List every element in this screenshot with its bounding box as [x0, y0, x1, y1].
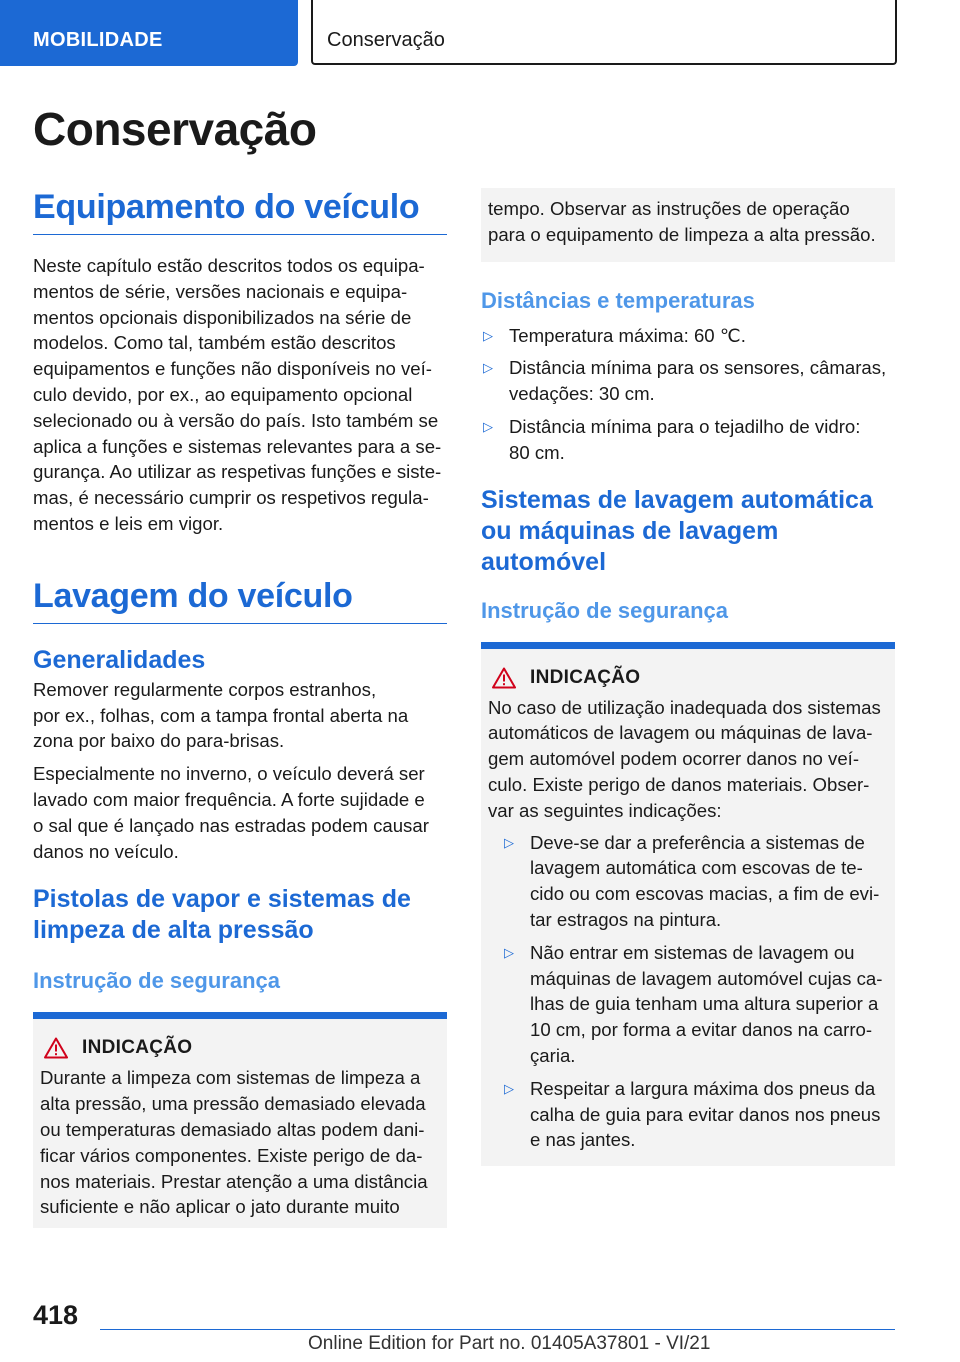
distancias-list — [481, 323, 895, 466]
text-line: nos materiais. Prestar atenção a uma distância — [40, 1170, 428, 1192]
heading-instrucao-left: Instrução de segurança — [33, 968, 280, 994]
triangle-bullet-icon: ▷ — [504, 834, 514, 850]
text-line: Remover regularmente corpos estranhos, — [33, 678, 377, 700]
text-line: cido ou com escovas macias, a fim de evi- — [530, 883, 880, 905]
text-line: Especialmente no inverno, o veículo deverá ser — [33, 763, 425, 785]
text-line: aplica a funções e sistemas relevantes para a se- — [33, 435, 442, 457]
text-line: o sal que é lançado nas estradas podem causar — [33, 814, 429, 836]
text-line: alta pressão, uma pressão demasiado elevada — [40, 1093, 426, 1115]
text-line: Distância mínima para o tejadilho de vidro: — [509, 415, 861, 437]
chapter-box — [311, 0, 897, 65]
list-item-text — [530, 1076, 889, 1153]
text-line: mentos opcionais disponibilizados na série de — [33, 306, 412, 328]
text-line: Temperatura máxima: 60 ℃. — [509, 324, 746, 346]
chapter-label: Conservação — [327, 29, 445, 51]
text-line: ou temperaturas demasiado altas podem dani- — [40, 1118, 425, 1140]
triangle-bullet-icon: ▷ — [483, 418, 493, 434]
heading-instrucao-right: Instrução de segurança — [481, 597, 728, 623]
text-line: automóvel — [481, 547, 607, 576]
warning-triangle-icon — [44, 1037, 68, 1059]
text-line: 10 cm, por forma a evitar danos na carro- — [530, 1019, 873, 1041]
text-line: limpeza de alta pressão — [33, 916, 314, 945]
text-line: Neste capítulo estão descritos todos os equipa- — [33, 255, 425, 276]
list-item — [481, 323, 895, 349]
footer-edition: Online Edition for Part no. 01405A37801 - VI/21 — [308, 1333, 711, 1354]
text-line: Durante a limpeza com sistemas de limpeza a — [40, 1067, 421, 1089]
page-header — [0, 0, 960, 66]
note-continuation-text — [488, 196, 889, 248]
text-line: Respeitar a largura máxima dos pneus da — [530, 1077, 876, 1099]
generalidades-paragraph-1 — [33, 677, 447, 754]
note-list-right — [488, 830, 889, 1154]
text-line: ou máquinas de lavagem — [481, 516, 779, 545]
text-line: para o equipamento de limpeza a alta pressão. — [488, 223, 876, 245]
generalidades-paragraph-2 — [33, 761, 447, 864]
triangle-bullet-icon: ▷ — [483, 360, 493, 376]
equipamento-paragraph — [33, 253, 447, 537]
text-line: çaria. — [530, 1044, 576, 1066]
text-line: automáticos de lavagem ou máquinas de lava- — [488, 722, 873, 744]
text-line: var as seguintes indicações: — [488, 799, 722, 821]
text-line: mentos e leis em vigor. — [33, 512, 224, 534]
text-line: lavagem automática com escovas de te- — [530, 857, 863, 879]
text-line: Sistemas de lavagem automática — [481, 485, 873, 514]
note-box-left — [33, 1012, 447, 1228]
heading-equipamento: Equipamento do veículo — [33, 188, 447, 235]
heading-distancias: Distâncias e temperaturas — [481, 287, 755, 313]
text-line: equipamentos e funções não disponíveis no veí- — [33, 358, 432, 380]
heading-sistemas — [481, 485, 895, 578]
list-item-text — [530, 830, 889, 933]
text-line: máquinas de lavagem automóvel cujas ca- — [530, 967, 883, 989]
text-line: vedações: 30 cm. — [509, 383, 655, 405]
list-item-text — [530, 940, 889, 1069]
triangle-bullet-icon: ▷ — [504, 1080, 514, 1096]
list-item-text — [509, 414, 895, 466]
triangle-bullet-icon: ▷ — [483, 327, 493, 343]
text-line: Pistolas de vapor e sistemas de — [33, 885, 411, 914]
note-header-right — [488, 667, 889, 689]
note-header-left — [40, 1037, 441, 1059]
page-number: 418 — [33, 1300, 79, 1330]
list-item — [481, 414, 895, 466]
page-title: Conservação — [33, 103, 317, 155]
heading-pistolas — [33, 884, 447, 946]
section-tab — [0, 0, 298, 66]
text-line: tempo. Observar as instruções de operação — [488, 198, 850, 219]
list-item — [502, 830, 889, 933]
text-line: mentos de série, versões nacionais e equipa- — [33, 280, 408, 302]
text-line: ficar vários componentes. Existe perigo de da- — [40, 1144, 423, 1166]
text-line: por ex., folhas, com a tampa frontal aberta na — [33, 704, 409, 726]
text-line: culo. Existe perigo de danos materiais. Obser- — [488, 773, 870, 795]
text-line: mas, é necessário cumprir os respetivos regula- — [33, 487, 429, 509]
note-box-right — [481, 642, 895, 1167]
text-line: lavado com maior frequência. A forte sujidade e — [33, 788, 425, 810]
note-continuation — [481, 188, 895, 262]
text-line: gurança. Ao utilizar as respetivas funções e siste- — [33, 461, 442, 483]
section-label: MOBILIDADE — [33, 29, 163, 51]
note-label-right: INDICAÇÃO — [530, 666, 641, 688]
text-line: zona por baixo do para-brisas. — [33, 730, 285, 752]
text-line: selecionado ou à versão do país. Isto também se — [33, 409, 439, 431]
text-line: danos no veículo. — [33, 840, 179, 862]
text-line: e nas jantes. — [530, 1129, 636, 1151]
footer-rule — [100, 1329, 895, 1330]
warning-triangle-icon — [492, 667, 516, 689]
heading-lavagem: Lavagem do veículo — [33, 577, 447, 624]
note-text-right — [488, 695, 889, 824]
list-item — [481, 355, 895, 407]
text-line: No caso de utilização inadequada dos sistemas — [488, 696, 881, 718]
triangle-bullet-icon: ▷ — [504, 944, 514, 960]
text-line: calha de guia para evitar danos nos pneus — [530, 1103, 881, 1125]
heading-generalidades: Generalidades — [33, 645, 206, 674]
text-line: Não entrar em sistemas de lavagem ou — [530, 941, 855, 963]
list-item-text — [509, 355, 895, 407]
list-item — [502, 1076, 889, 1153]
text-line: tar estragos na pintura. — [530, 908, 722, 930]
text-line: modelos. Como tal, também estão descritos — [33, 332, 396, 354]
left-column — [33, 188, 447, 1228]
text-line: lhas de guia tenham uma altura superior a — [530, 993, 879, 1015]
text-line: Deve-se dar a preferência a sistemas de — [530, 831, 865, 853]
right-column — [481, 188, 895, 1166]
text-line: 80 cm. — [509, 441, 565, 463]
text-line: suficiente e não aplicar o jato durante muito — [40, 1196, 400, 1218]
note-label-left: INDICAÇÃO — [82, 1037, 193, 1059]
text-line: gem automóvel podem ocorrer danos no veí- — [488, 748, 860, 770]
list-item-text — [509, 323, 895, 349]
text-line: culo devido, por ex., ao equipamento opcional — [33, 383, 413, 405]
note-text-left — [40, 1065, 441, 1220]
text-line: Distância mínima para os sensores, câmaras, — [509, 357, 887, 379]
list-item — [502, 940, 889, 1069]
